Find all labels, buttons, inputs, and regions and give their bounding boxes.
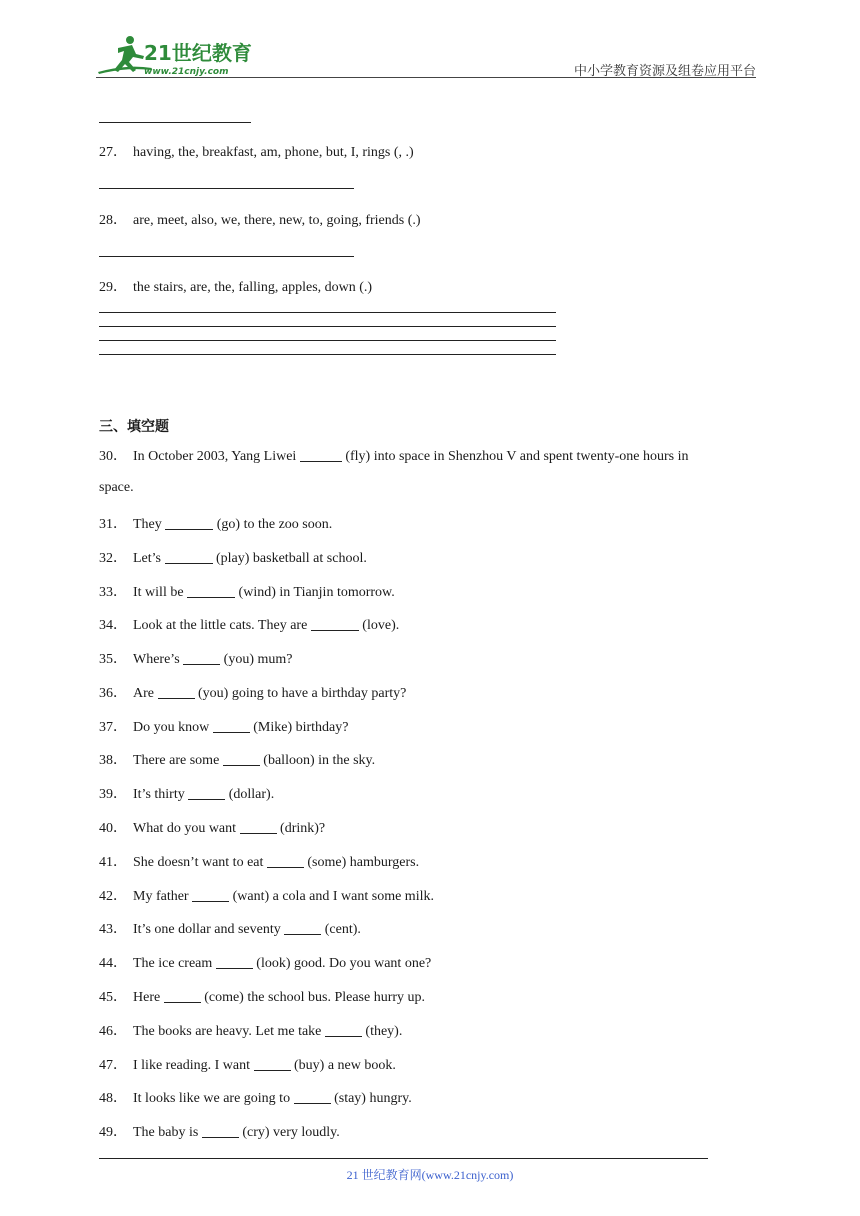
question-number: 29． bbox=[99, 280, 127, 295]
question-text-before: It’s thirty bbox=[133, 787, 189, 802]
question-text-after: (go) to the zoo soon. bbox=[213, 517, 333, 532]
question-text-after: (dollar). bbox=[225, 787, 275, 802]
question-text-after: (wind) in Tianjin tomorrow. bbox=[235, 585, 395, 600]
question-text-after: (buy) a new book. bbox=[290, 1058, 396, 1073]
question-text-before: It looks like we are going to bbox=[133, 1091, 294, 1106]
question-text-before: Let’s bbox=[133, 551, 165, 566]
question-text-after: (cent). bbox=[321, 922, 361, 937]
answer-line bbox=[99, 312, 556, 313]
question-text-before: The baby is bbox=[133, 1125, 202, 1140]
question-text-after: (you) going to have a birthday party? bbox=[194, 686, 407, 701]
fill-blank[interactable] bbox=[192, 887, 229, 902]
question-28 bbox=[99, 209, 421, 229]
question-number: 28． bbox=[99, 213, 127, 228]
question-text-before: They bbox=[133, 517, 166, 532]
question-text-before: It’s one dollar and seventy bbox=[133, 922, 285, 937]
fill-blank[interactable] bbox=[165, 549, 213, 564]
question-44 bbox=[99, 952, 431, 972]
question-text-before: Are bbox=[133, 686, 158, 701]
footer-link[interactable]: 21 世纪教育网(www.21cnjy.com) bbox=[346, 1168, 514, 1182]
question-36 bbox=[99, 682, 406, 702]
question-text-after: (want) a cola and I want some milk. bbox=[229, 889, 434, 904]
fill-blank[interactable] bbox=[240, 819, 277, 834]
question-number: 27． bbox=[99, 145, 127, 160]
answer-line bbox=[99, 326, 556, 327]
answer-line bbox=[99, 340, 556, 341]
fill-blank[interactable] bbox=[284, 920, 321, 935]
fill-blank[interactable] bbox=[254, 1056, 291, 1071]
question-text-before: I like reading. I want bbox=[133, 1058, 254, 1073]
question-number: 44． bbox=[99, 956, 127, 971]
question-text: are, meet, also, we, there, new, to, going, friends (.) bbox=[133, 213, 421, 228]
question-text-before: The ice cream bbox=[133, 956, 216, 971]
question-number: 31． bbox=[99, 517, 127, 532]
answer-line bbox=[99, 188, 354, 189]
question-number: 35． bbox=[99, 652, 127, 667]
header-divider bbox=[96, 77, 756, 78]
question-39 bbox=[99, 783, 274, 803]
question-text: having, the, breakfast, am, phone, but, I, rings (, .) bbox=[133, 145, 414, 160]
answer-line bbox=[99, 354, 556, 355]
answer-line bbox=[99, 122, 251, 123]
header-platform-name: 中小学教育资源及组卷应用平台 bbox=[573, 64, 756, 79]
question-text-after: (play) basketball at school. bbox=[212, 551, 367, 566]
question-text-before: What do you want bbox=[133, 821, 240, 836]
site-logo bbox=[96, 34, 266, 78]
question-number: 32． bbox=[99, 551, 127, 566]
fill-blank[interactable] bbox=[202, 1123, 239, 1138]
question-43 bbox=[99, 918, 361, 938]
question-text-after: (look) good. Do you want one? bbox=[252, 956, 432, 971]
question-text-before: My father bbox=[133, 889, 193, 904]
question-number: 41． bbox=[99, 855, 127, 870]
question-text-before: Here bbox=[133, 990, 164, 1005]
question-35 bbox=[99, 648, 292, 668]
question-number: 39． bbox=[99, 787, 127, 802]
question-number: 49． bbox=[99, 1125, 127, 1140]
question-text-before: She doesn’t want to eat bbox=[133, 855, 267, 870]
answer-line bbox=[99, 256, 354, 257]
question-text-after: (fly) into space in Shenzhou V and spent twenty-one hours in bbox=[341, 449, 689, 464]
question-text: the stairs, are, the, falling, apples, down (.) bbox=[133, 280, 373, 295]
question-30-continued: space. bbox=[99, 480, 134, 495]
question-text-before: Look at the little cats. They are bbox=[133, 618, 311, 633]
question-text-after: (balloon) in the sky. bbox=[259, 753, 376, 768]
fill-blank[interactable] bbox=[294, 1089, 331, 1104]
question-text-before: In October 2003, Yang Liwei bbox=[133, 449, 300, 464]
logo-url: www.21cnjy.com bbox=[144, 67, 229, 77]
question-34 bbox=[99, 614, 399, 634]
question-41 bbox=[99, 851, 419, 871]
question-31 bbox=[99, 513, 332, 533]
question-text-after: (come) the school bus. Please hurry up. bbox=[200, 990, 426, 1005]
question-text-after: (stay) hungry. bbox=[330, 1091, 412, 1106]
question-number: 45． bbox=[99, 990, 127, 1005]
question-30 bbox=[99, 445, 689, 465]
question-text-before: Do you know bbox=[133, 720, 213, 735]
fill-blank[interactable] bbox=[183, 650, 220, 665]
fill-blank[interactable] bbox=[158, 684, 195, 699]
fill-blank[interactable] bbox=[216, 954, 253, 969]
question-text-after: (drink)? bbox=[276, 821, 326, 836]
question-40 bbox=[99, 817, 325, 837]
question-27 bbox=[99, 141, 414, 161]
fill-blank[interactable] bbox=[165, 515, 213, 530]
question-text-before: There are some bbox=[133, 753, 223, 768]
question-number: 34． bbox=[99, 618, 127, 633]
question-38 bbox=[99, 749, 375, 769]
question-number: 43． bbox=[99, 922, 127, 937]
question-text-after: (some) hamburgers. bbox=[303, 855, 420, 870]
question-33 bbox=[99, 581, 395, 601]
question-number: 33． bbox=[99, 585, 127, 600]
question-text-after: (you) mum? bbox=[220, 652, 293, 667]
fill-blank[interactable] bbox=[187, 583, 235, 598]
question-text-after: (they). bbox=[361, 1024, 403, 1039]
question-text-after: (cry) very loudly. bbox=[238, 1125, 340, 1140]
question-number: 42． bbox=[99, 889, 127, 904]
question-37 bbox=[99, 716, 348, 736]
fill-blank[interactable] bbox=[267, 853, 304, 868]
fill-blank[interactable] bbox=[311, 616, 359, 631]
question-47 bbox=[99, 1054, 396, 1074]
question-text-after: (Mike) birthday? bbox=[249, 720, 349, 735]
question-number: 38． bbox=[99, 753, 127, 768]
question-number: 30． bbox=[99, 449, 127, 464]
question-text-before: The books are heavy. Let me take bbox=[133, 1024, 325, 1039]
question-49 bbox=[99, 1121, 340, 1141]
question-32 bbox=[99, 547, 367, 567]
footer-divider bbox=[99, 1158, 708, 1159]
question-text-before: It will be bbox=[133, 585, 188, 600]
question-number: 47． bbox=[99, 1058, 127, 1073]
fill-blank[interactable] bbox=[213, 718, 250, 733]
question-29 bbox=[99, 276, 372, 296]
question-text-before: Where’s bbox=[133, 652, 184, 667]
question-number: 40． bbox=[99, 821, 127, 836]
fill-blank[interactable] bbox=[223, 751, 260, 766]
logo-text: 21世纪教育 bbox=[144, 41, 252, 65]
question-number: 36． bbox=[99, 686, 127, 701]
fill-blank[interactable] bbox=[325, 1022, 362, 1037]
question-46 bbox=[99, 1020, 402, 1040]
question-number: 37． bbox=[99, 720, 127, 735]
question-number: 48． bbox=[99, 1091, 127, 1106]
question-number: 46． bbox=[99, 1024, 127, 1039]
question-42 bbox=[99, 885, 434, 905]
question-text-after: (love). bbox=[358, 618, 400, 633]
fill-blank[interactable] bbox=[300, 447, 342, 462]
question-45 bbox=[99, 986, 425, 1006]
fill-blank[interactable] bbox=[164, 988, 201, 1003]
question-48 bbox=[99, 1087, 412, 1107]
fill-blank[interactable] bbox=[188, 785, 225, 800]
section-title: 三、填空题 bbox=[99, 419, 169, 435]
